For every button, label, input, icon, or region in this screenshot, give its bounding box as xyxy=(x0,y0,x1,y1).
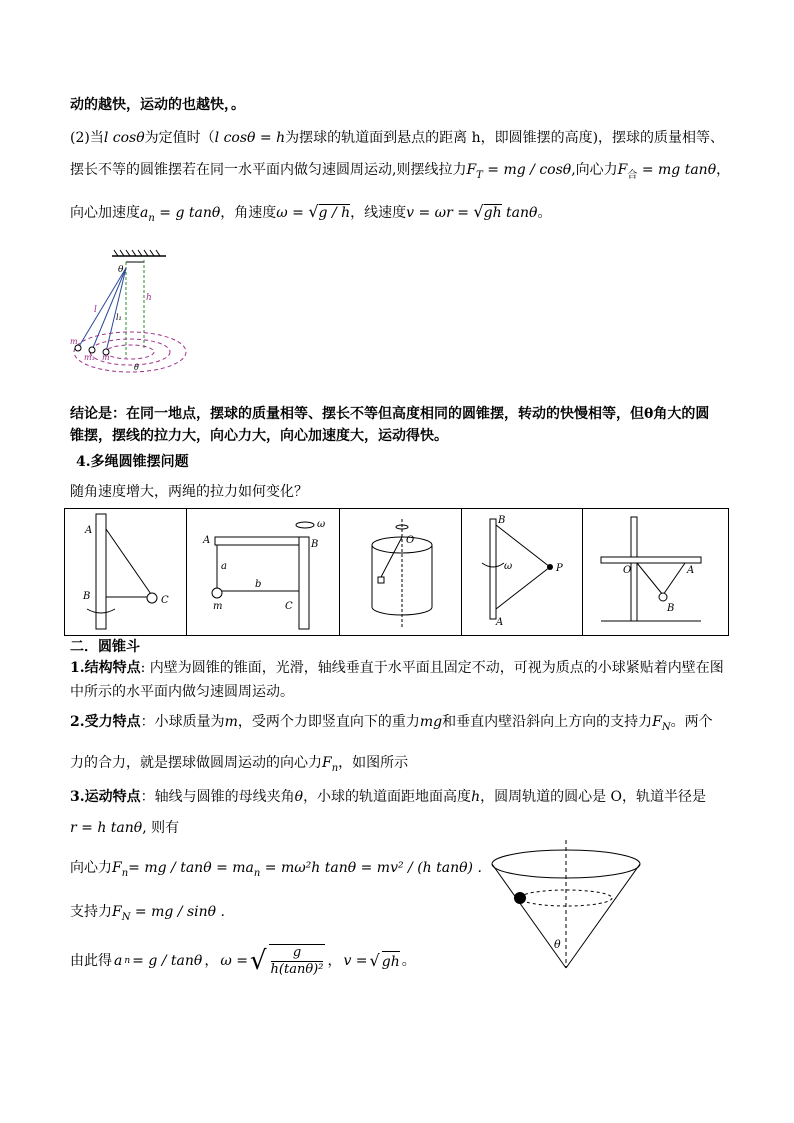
f3-sep2: ， xyxy=(327,953,342,969)
s2-fn2: F xyxy=(322,755,332,771)
figure-cell-1 xyxy=(65,509,187,635)
vertical-pole xyxy=(631,517,637,621)
s3-text: ：轴线与圆锥的母线夹角 xyxy=(140,789,295,805)
f2-label: 支持力 xyxy=(70,904,112,920)
line3c: ，线速度 xyxy=(350,205,407,221)
s1-text: : 内壁为圆锥的锥面，光滑，轴线垂直于水平面且固定不动，可视为质点的小球紧贴着内壁在图 xyxy=(140,660,724,676)
f1-label: 向心力 xyxy=(70,860,112,876)
s1-line2: 中所示的水平面内做匀速圆周运动。 xyxy=(70,684,294,700)
line3b: ，角速度 xyxy=(220,205,277,221)
f3-a: a xyxy=(114,953,123,969)
ball-p xyxy=(547,564,553,570)
s1-line1 xyxy=(70,658,724,678)
s3-line2 xyxy=(70,818,179,838)
an-eq: = g tanθ xyxy=(154,205,221,221)
figure-table xyxy=(64,508,729,636)
label-m: m xyxy=(213,601,223,612)
s2-text: ：小球质量为 xyxy=(140,714,225,730)
s3-label: 3.运动特点 xyxy=(70,789,141,805)
f3-sep: ， xyxy=(204,953,219,969)
s2-text2: ，受两个力即竖直向下的重力 xyxy=(237,714,420,730)
para2-line3: 向心加速度$a_n = g$ tanθ，角速度ω = √g / h，线速度v = ωr = √gh tanθ。 xyxy=(70,202,552,224)
line-1: 动的越快，运动的也越快，。 xyxy=(70,97,245,113)
label-theta2: θ xyxy=(134,363,139,372)
figure-cell-3 xyxy=(340,509,462,635)
pole xyxy=(96,514,106,629)
right-pole xyxy=(299,537,309,629)
label-rope-a: a xyxy=(221,561,227,572)
label-m2: m xyxy=(102,353,110,362)
label-l1: l₁ xyxy=(116,313,122,322)
s2-label: 2.受力特点 xyxy=(70,714,141,730)
label-m1: m₁ xyxy=(84,353,95,362)
s2-text3: 和垂直内壁沿斜向上方向的支持力 xyxy=(442,714,653,730)
ft-sub: T xyxy=(476,169,483,181)
f1-eq2: = mω²h tanθ = mv² / (h tanθ) . xyxy=(260,860,482,876)
label-h: h xyxy=(146,293,152,303)
para2-line2 xyxy=(70,160,730,186)
para2-mid2: 为摆球的轨道面到悬点的距离 h，即圆锥摆的高度)，摆球的质量相等、 xyxy=(285,130,725,146)
figure-cell-4 xyxy=(462,509,583,635)
s2-mg: mg xyxy=(419,714,443,730)
ball-c xyxy=(147,593,157,603)
top-beam xyxy=(215,537,307,545)
cond1: l cosθ xyxy=(103,130,145,146)
label-c: C xyxy=(285,601,293,612)
s2-line1 xyxy=(70,712,713,738)
ball-b xyxy=(659,593,667,601)
section4-heading: 4.多绳圆锥摆问题 xyxy=(76,454,189,470)
s3-r: r = h tanθ xyxy=(70,820,143,836)
line3d: 。 xyxy=(537,205,552,221)
f1-eq: = mg / tanθ = ma xyxy=(128,860,254,876)
an-sub: n xyxy=(148,212,155,224)
f3-label: 由此得 xyxy=(70,953,112,969)
para2-line2c: ， xyxy=(716,162,731,178)
label-a: A xyxy=(85,525,93,536)
s2-text4: 。两个 xyxy=(670,714,713,730)
f3-den: h(tanθ)² xyxy=(270,962,324,977)
para2-line1 xyxy=(70,128,724,148)
cone-figure xyxy=(488,840,648,972)
section2-heading: 二．圆锥斗 xyxy=(70,639,140,655)
s3-h: h xyxy=(471,789,481,805)
s3-theta: θ xyxy=(294,789,304,805)
v-rad: gh xyxy=(483,205,502,221)
label-omega: ω xyxy=(504,561,513,572)
s2-fn: F xyxy=(652,714,662,730)
label-b: B xyxy=(667,603,675,614)
label-a: A xyxy=(496,617,504,628)
label-omega: ω xyxy=(317,519,326,530)
ceiling xyxy=(112,250,166,256)
label-b: B xyxy=(83,591,91,602)
label-o: O xyxy=(623,565,632,576)
s3-r-tail: , 则有 xyxy=(142,820,180,836)
string-l xyxy=(78,268,126,348)
formula-3: 由此得 a n = g / tanθ ， ω = √ g h(tanθ)² ， v = √ gh 。 xyxy=(70,945,416,977)
f3-end: 。 xyxy=(401,953,416,969)
s2-m: m xyxy=(224,714,238,730)
ball xyxy=(514,892,526,904)
an: a xyxy=(140,205,149,221)
label-a: A xyxy=(687,565,695,576)
f3-eq: = g / tanθ xyxy=(132,953,203,969)
cross-bar xyxy=(601,557,701,563)
s3-text2: ，小球的轨道面距地面高度 xyxy=(303,789,472,805)
rotation-arrow xyxy=(296,522,314,528)
ft-eq: = mg / cosθ xyxy=(482,162,572,178)
formula-2: 支持力$F_N$ = mg / sinθ . xyxy=(70,904,225,923)
rope xyxy=(380,537,402,579)
s2-fn-sub: N xyxy=(661,721,671,733)
label-c: C xyxy=(161,595,169,606)
para2-prefix: (2)当 xyxy=(70,130,104,146)
cond2: l cosθ = h xyxy=(214,130,286,146)
vertical-rod xyxy=(490,519,496,619)
rope-ap xyxy=(496,567,550,609)
s1-label: 1.结构特点 xyxy=(70,660,141,676)
s2-line2a: 力的合力，就是摆球做圆周运动的向心力 xyxy=(70,755,322,771)
para2-mid1: 为定值时（ xyxy=(144,130,215,146)
label-rope-b: b xyxy=(255,579,262,590)
conclusion-line1: 结论是：在同一地点，摆球的质量相等、摆长不等但高度相同的圆锥摆，转动的快慢相等，但θ角大的圆 xyxy=(70,406,710,422)
f3-v: v = xyxy=(343,953,368,969)
rope-ob xyxy=(637,563,663,595)
label-l: l xyxy=(94,305,97,315)
label-b: B xyxy=(311,539,319,550)
figure-cell-5 xyxy=(583,509,728,635)
s2-fn2-sub: n xyxy=(331,762,339,774)
ft: F xyxy=(466,162,477,178)
question: 随角速度增大，两绳的拉力如何变化？ xyxy=(70,484,308,500)
s2-line2b: ，如图所示 xyxy=(338,755,409,771)
orbit-inner xyxy=(106,345,154,359)
f2-eq: = mg / sinθ . xyxy=(130,904,225,920)
label-a: A xyxy=(203,535,211,546)
s2-line2 xyxy=(70,753,408,779)
cone-theta-label: θ xyxy=(554,938,561,951)
f3-num: g xyxy=(292,945,302,960)
fh-sub: 合 xyxy=(627,169,638,181)
para2-line2a: 摆长不等的圆锥摆若在同一水平面内做匀速圆周运动,则摆线拉力 xyxy=(70,162,467,178)
cone-right-edge xyxy=(566,864,640,968)
v: v = ωr = xyxy=(406,205,474,221)
fh: F xyxy=(617,162,628,178)
label-p: P xyxy=(556,563,563,574)
rope-ac xyxy=(106,529,153,597)
conical-pendulum-figure xyxy=(70,248,205,388)
rope-ab xyxy=(663,563,685,595)
label-o: O xyxy=(406,535,415,546)
f3-w: ω = xyxy=(220,953,248,969)
figure-cell-2 xyxy=(187,509,340,635)
omega: ω = xyxy=(276,205,309,221)
cone-left-edge xyxy=(492,864,566,968)
block xyxy=(378,577,384,583)
conclusion-line2: 锥摆，摆线的拉力大，向心力大，向心加速度大，运动得快。 xyxy=(70,428,448,444)
f3-vrad: gh xyxy=(382,951,400,972)
label-m: m xyxy=(70,337,78,346)
fh-eq: = mg tanθ xyxy=(637,162,717,178)
ball-m xyxy=(212,588,222,598)
s3-text3: ，圆周轨道的圆心是 O，轨道半径是 xyxy=(480,789,707,805)
label-theta: θ xyxy=(118,265,124,275)
formula-1: 向心力$F_n=$ mg / $\tan\theta = ma_n = m\omega^2h$ tanθ = mv² / (h tanθ) . xyxy=(70,860,482,879)
omega-rad: g / h xyxy=(318,205,351,221)
v-tail: tanθ xyxy=(501,205,538,221)
label-b: B xyxy=(498,515,506,526)
para2-line2b: ,向心力 xyxy=(571,162,618,178)
line3a: 向心加速度 xyxy=(70,205,140,221)
s3-line1 xyxy=(70,787,706,807)
